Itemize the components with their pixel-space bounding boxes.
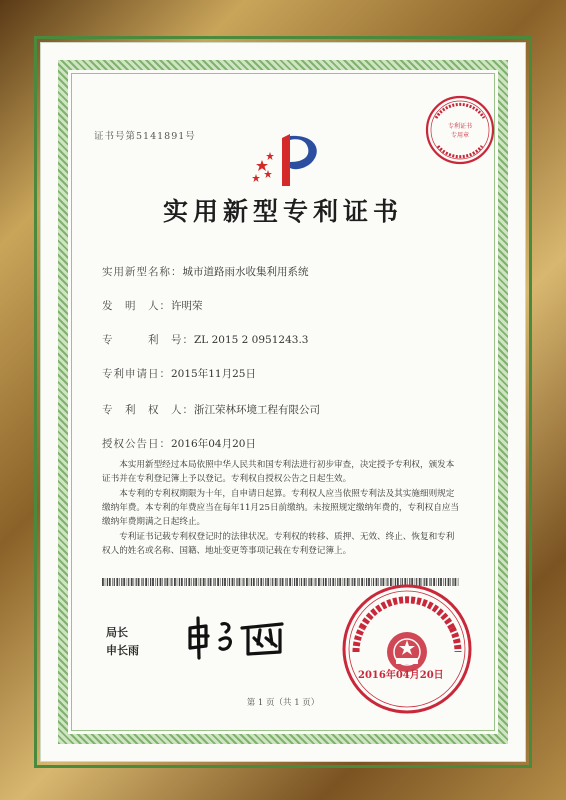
barcode-bar xyxy=(256,578,257,586)
barcode-bar xyxy=(181,578,183,586)
barcode-bar xyxy=(191,578,192,586)
barcode-bar xyxy=(186,578,187,586)
field-label: 授权公告日： xyxy=(102,438,171,450)
barcode-bar xyxy=(116,578,118,586)
barcode-bar xyxy=(213,578,214,586)
field-inventor xyxy=(102,298,203,313)
barcode-bar xyxy=(294,578,295,586)
barcode-bar xyxy=(152,578,154,586)
barcode-bar xyxy=(308,578,309,586)
field-patent-number xyxy=(102,332,308,347)
barcode-bar xyxy=(208,578,209,586)
barcode-bar xyxy=(170,578,171,586)
barcode-bar xyxy=(260,578,262,586)
field-label: 实用新型名称： xyxy=(102,266,183,278)
certificate-body xyxy=(102,458,460,559)
barcode-bar xyxy=(155,578,156,586)
barcode-bar xyxy=(337,578,338,586)
barcode-bar xyxy=(242,578,243,586)
barcode-bar xyxy=(164,578,165,586)
barcode-bar xyxy=(150,578,151,586)
barcode-bar xyxy=(160,578,162,586)
barcode-bar xyxy=(306,578,307,586)
barcode-bar xyxy=(258,578,259,586)
barcode-bar xyxy=(131,578,133,586)
barcode-bar xyxy=(224,578,226,586)
page-number: 第 1 页（共 1 页） xyxy=(246,698,320,708)
barcode-bar xyxy=(246,578,248,586)
barcode-bar xyxy=(275,578,277,586)
field-utility-model-name xyxy=(102,264,309,279)
barcode-bar xyxy=(217,578,219,586)
barcode-bar xyxy=(134,578,135,586)
barcode-bar xyxy=(311,578,313,586)
barcode-bar xyxy=(323,578,324,586)
field-label: 专 利 权 人： xyxy=(102,404,194,416)
barcode-bar xyxy=(229,578,230,586)
barcode-bar xyxy=(239,578,241,586)
certificate-paper xyxy=(40,42,526,762)
barcode-bar xyxy=(199,578,200,586)
patent-office-logo-icon xyxy=(246,130,328,190)
barcode-bar xyxy=(128,578,129,586)
barcode-bar xyxy=(289,578,291,586)
barcode-bar xyxy=(206,578,207,586)
barcode-bar xyxy=(136,578,137,586)
barcode-bar xyxy=(292,578,293,586)
barcode-bar xyxy=(321,578,322,586)
barcode-bar xyxy=(220,578,221,586)
barcode-bar xyxy=(203,578,205,586)
barcode-bar xyxy=(265,578,266,586)
barcode-bar xyxy=(143,578,144,586)
barcode-bar xyxy=(285,578,286,586)
field-label: 发 明 人： xyxy=(102,300,171,312)
field-patentee xyxy=(102,402,320,417)
svg-text:专利证书: 专利证书 xyxy=(447,123,473,130)
barcode-bar xyxy=(282,578,284,586)
field-label: 专 利 号： xyxy=(102,334,194,346)
barcode-bar xyxy=(249,578,250,586)
barcode-bar xyxy=(304,578,306,586)
barcode-bar xyxy=(123,578,125,586)
field-grant-date xyxy=(102,436,256,451)
barcode-bar xyxy=(236,578,237,586)
barcode-bar xyxy=(210,578,212,586)
field-value: 浙江荣林环境工程有限公司 xyxy=(194,404,320,416)
barcode-bar xyxy=(141,578,142,586)
barcode-bar xyxy=(243,578,244,586)
barcode-bar xyxy=(287,578,288,586)
barcode-bar xyxy=(112,578,113,586)
field-label: 专利申请日： xyxy=(102,368,171,380)
barcode-bar xyxy=(105,578,106,586)
barcode-bar xyxy=(114,578,115,586)
barcode-bar xyxy=(188,578,190,586)
barcode-bar xyxy=(148,578,149,586)
barcode-bar xyxy=(121,578,122,586)
barcode-bar xyxy=(215,578,216,586)
barcode-bar xyxy=(179,578,180,586)
barcode-bar xyxy=(315,578,316,586)
barcode-bar xyxy=(314,578,315,586)
barcode-bar xyxy=(127,578,128,586)
barcode-bar xyxy=(232,578,234,586)
field-value: 许明荣 xyxy=(171,300,203,312)
svg-text:专用章: 专用章 xyxy=(450,132,470,139)
certificate-title: 实用新型专利证书 xyxy=(162,197,403,226)
barcode-bar xyxy=(227,578,228,586)
barcode-bar xyxy=(267,578,269,586)
barcode-bar xyxy=(280,578,281,586)
body-paragraph: 本实用新型经过本局依照中华人民共和国专利法进行初步审查，决定授予专利权，颁发本证书并在专利登记簿上予以登记。专利权自授权公告之日起生效。 xyxy=(102,460,455,484)
barcode-bar xyxy=(193,578,194,586)
body-paragraph: 本专利的专利权期限为十年，自申请日起算。专利权人应当依照专利法及其实施细则规定缴纳年费。本专利的年费应当在每年11月25日前缴纳。未按照规定缴纳年费的，专利权自应当缴纳年费期满之日起终止。 xyxy=(102,489,460,527)
barcode-bar xyxy=(272,578,273,586)
field-value: 城市道路雨水收集利用系统 xyxy=(182,266,309,278)
barcode-bar xyxy=(184,578,185,586)
field-application-date xyxy=(102,366,256,381)
barcode-bar xyxy=(177,578,178,586)
barcode-bar xyxy=(109,578,111,586)
barcode-bar xyxy=(145,578,147,586)
barcode-bar xyxy=(332,578,334,586)
barcode-bar xyxy=(263,578,264,586)
barcode-bar xyxy=(330,578,331,586)
seal-date: 2016年04月20日 xyxy=(358,670,444,681)
director-name: 申长雨 xyxy=(106,644,139,657)
barcode-bar xyxy=(107,578,108,586)
top-seal-icon xyxy=(424,94,496,166)
barcode-bar xyxy=(167,578,169,586)
barcode-bar xyxy=(119,578,120,586)
barcode-bar xyxy=(234,578,235,586)
barcode-bar xyxy=(222,578,223,586)
barcode-bar xyxy=(318,578,320,586)
field-value: 2016年04月20日 xyxy=(171,438,256,450)
field-value: ZL 2015 2 0951243.3 xyxy=(194,334,309,346)
director-signature-icon xyxy=(182,614,292,662)
certificate-number: 证书号第5141891号 xyxy=(94,131,196,142)
barcode-bar xyxy=(328,578,329,586)
barcode-bar xyxy=(157,578,158,586)
barcode-bar xyxy=(253,578,255,586)
barcode-bar xyxy=(162,578,163,586)
director-title: 局长 xyxy=(106,626,128,639)
barcode-bar xyxy=(102,578,104,586)
barcode-bar xyxy=(325,578,327,586)
barcode-bar xyxy=(251,578,252,586)
body-paragraph: 专利证书记载专利权登记时的法律状况。专利权的转移、质押、无效、终止、恢复和专利权人的姓名或名称、国籍、地址变更等事项记载在专利登记簿上。 xyxy=(102,532,455,556)
barcode-bar xyxy=(138,578,140,586)
barcode-bar xyxy=(271,578,272,586)
barcode-bar xyxy=(299,578,300,586)
barcode-bar xyxy=(174,578,176,586)
barcode-bar xyxy=(278,578,279,586)
barcode-bar xyxy=(171,578,172,586)
barcode-bar xyxy=(335,578,336,586)
barcode-bar xyxy=(195,578,197,586)
barcode-bar xyxy=(200,578,201,586)
barcode-bar xyxy=(301,578,302,586)
barcode-bar xyxy=(296,578,298,586)
field-value: 2015年11月25日 xyxy=(171,368,256,380)
